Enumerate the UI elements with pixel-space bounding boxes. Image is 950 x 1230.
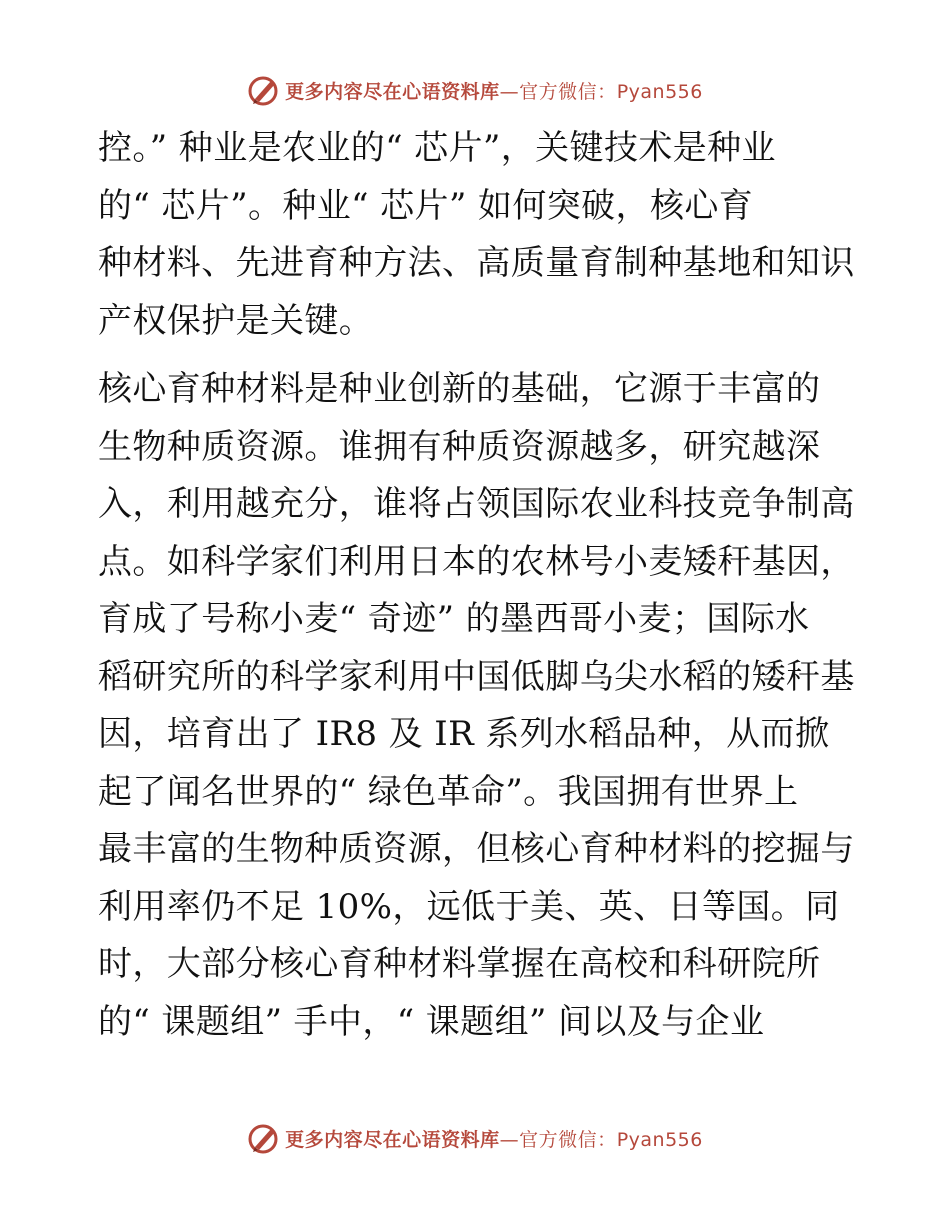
- watermark-dash: —: [499, 1128, 520, 1151]
- text-line: 的“ 芯片”。种业“ 芯片” 如何突破，核心育: [98, 185, 754, 226]
- pen-logo-icon: [247, 1121, 281, 1155]
- text-line: 核心育种材料是种业创新的基础，它源于丰富的: [98, 369, 821, 409]
- text-line: 时，大部分核心育种材料掌握在高校和科研院所: [98, 944, 821, 984]
- text-line: 入，利用越充分，谁将占领国际农业科技竞争制高: [98, 484, 855, 524]
- text-line: 种材料、先进育种方法、高质量育制种基地和知识: [98, 243, 855, 283]
- text-line: 点。如科学家们利用日本的农林号小麦矮秆基因，: [98, 541, 855, 582]
- watermark-dash: —: [499, 80, 520, 103]
- watermark-text: [285, 1125, 703, 1152]
- text-line: 稻研究所的科学家利用中国低脚乌尖水稻的矮秆基: [98, 656, 855, 697]
- paragraph-2: [98, 361, 858, 1051]
- watermark-wechat: 官方微信：: [519, 1128, 617, 1151]
- text-line: 的“ 课题组” 手中，“ 课题组” 间以及与企业: [98, 1001, 765, 1042]
- watermark-handle: Pyan556: [616, 80, 703, 103]
- text-line: 最丰富的生物种质资源，但核心育种材料的挖掘与: [98, 829, 855, 869]
- watermark-wechat: 官方微信：: [519, 80, 617, 103]
- text-line: 产权保护是关键。: [98, 300, 374, 341]
- paragraph-1: [98, 120, 858, 350]
- watermark-text: [285, 77, 703, 104]
- header-watermark: [0, 70, 950, 110]
- document-body: [98, 120, 858, 1051]
- text-line: 育成了号称小麦“ 奇迹” 的墨西哥小麦；国际水: [98, 599, 810, 639]
- watermark-handle: Pyan556: [616, 1128, 703, 1151]
- text-line: 起了闻名世界的“ 绿色革命”。我国拥有世界上: [98, 771, 799, 812]
- text-line: 因，培育出了 IR8 及 IR 系列水稻品种，从而掀: [98, 714, 830, 754]
- watermark-main: 更多内容尽在心语资料库: [285, 1128, 500, 1151]
- text-line: 生物种质资源。谁拥有种质资源越多，研究越深: [98, 426, 821, 467]
- paragraph-gap: [98, 350, 858, 361]
- text-line: 控。” 种业是农业的“ 芯片”，关键技术是种业: [98, 128, 776, 168]
- watermark-main: 更多内容尽在心语资料库: [285, 80, 500, 103]
- pen-logo-icon: [247, 73, 281, 107]
- footer-watermark: [0, 1118, 950, 1158]
- text-line: 利用率仍不足 10%，远低于美、英、日等国。同: [98, 886, 840, 927]
